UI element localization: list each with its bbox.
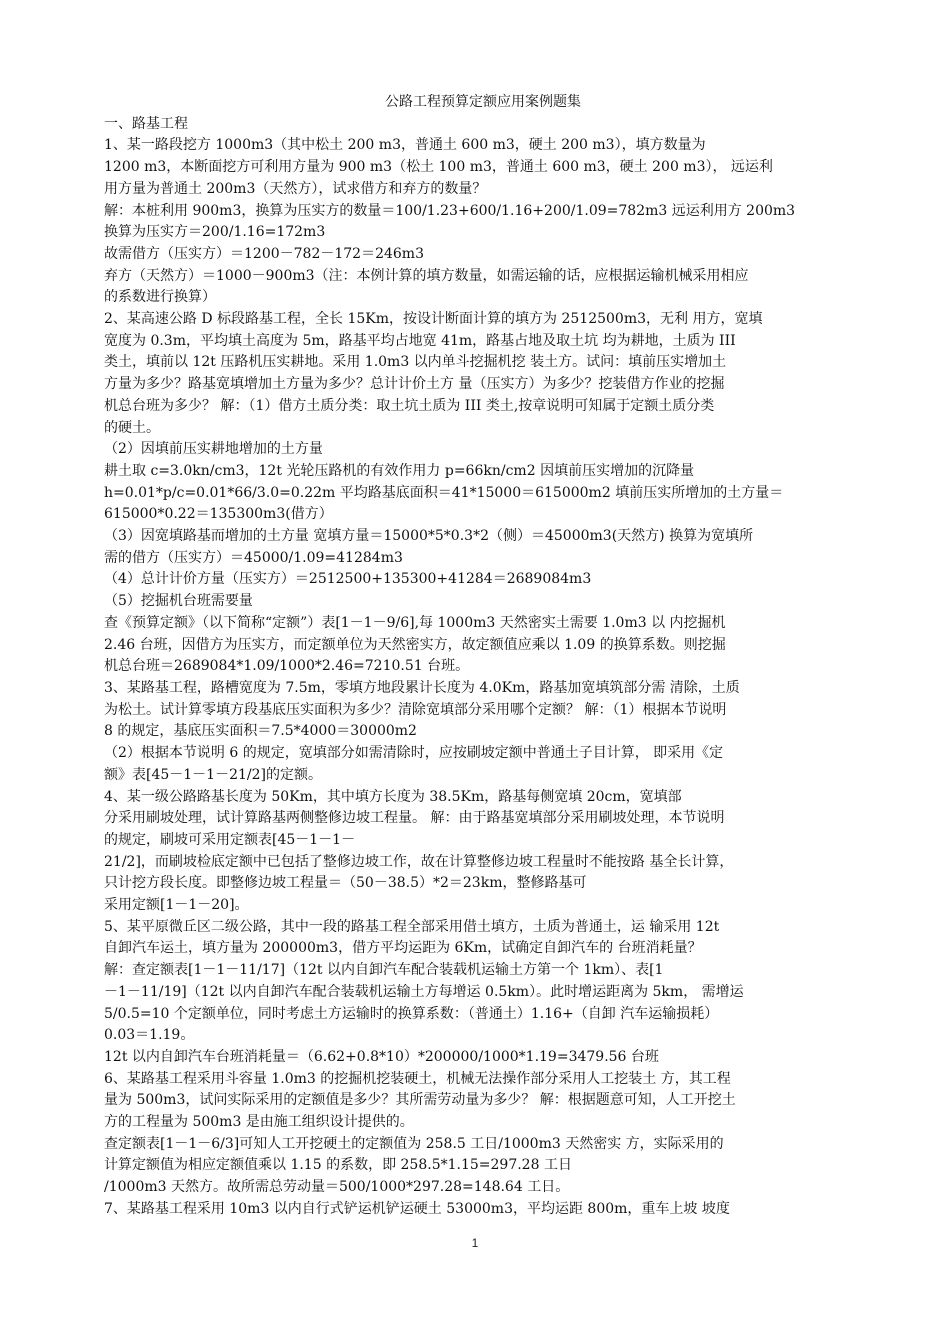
text-line: 2.46 台班，因借方为压实方，而定额单位为天然密实方，故定额值应乘以 1.09 的换算系数。则挖掘 [104, 636, 726, 653]
text-line: 换算为压实方＝200/1.16=172m3 [104, 224, 326, 241]
text-line: 8 的规定，基底压实面积＝7.5*4000＝30000m2 [104, 723, 417, 740]
text-line: （3）因宽填路基而增加的土方量 宽填方量＝15000*5*0.3*2（侧）＝45000m3(天然方) 换算为宽填所 [104, 528, 754, 545]
text-line: （5）挖掘机台班需要量 [104, 593, 253, 610]
text-line: －1－11/19]（12t 以内自卸汽车配合装载机运输土方每增运 0.5km）。此时增运距离为 5km， 需增运 [104, 983, 744, 1000]
text-line: 的硬土。 [104, 419, 160, 436]
text-line: （4）总计计价方量（压实方）＝2512500+135300+41284＝2689084m3 [104, 571, 592, 588]
text-line: 类土，填前以 12t 压路机压实耕地。采用 1.0m3 以内单斗挖掘机挖 装土方。试问：填前压实增加土 [104, 354, 727, 371]
text-line: 0.03＝1.19。 [104, 1027, 195, 1044]
text-line: 采用定额[1－1－20]。 [104, 897, 249, 914]
document-lines [104, 114, 862, 1221]
text-line: 7、某路基工程采用 10m3 以内自行式铲运机铲运硬土 53000m3，平均运距 800m，重车上坡 坡度 [104, 1200, 730, 1217]
text-line: 故需借方（压实方）＝1200－782－172＝246m3 [104, 245, 424, 262]
text-line: 21/2]，而刷坡检底定额中已包括了整修边坡工作，故在计算整修边坡工程量时不能按路 基全长计算， [104, 853, 734, 870]
page-number: 1 [471, 1236, 479, 1250]
text-line: 615000*0.22＝135300m3(借方） [104, 506, 333, 523]
text-line: 1、某一路段挖方 1000m3（其中松土 200 m3，普通土 600 m3，硬土 200 m3），填方数量为 [104, 137, 706, 154]
text-line: 方的工程量为 500m3 是由施工组织设计提供的。 [104, 1114, 414, 1131]
text-line: 的系数进行换算） [104, 289, 216, 306]
text-line: 只计挖方段长度。即整修边坡工程量＝（50－38.5）*2＝23km，整修路基可 [104, 875, 587, 892]
text-line: 自卸汽车运土，填方量为 200000m3，借方平均运距为 6Km，试确定自卸汽车的 台班消耗量？ [104, 940, 702, 957]
text-line: 解：本桩利用 900m3，换算为压实方的数量＝100/1.23+600/1.16+200/1.09=782m3 远运利用方 200m3 [104, 202, 796, 219]
text-line: （2）根据本节说明 6 的规定，宽填部分如需清除时，应按刷坡定额中普通土子目计算， 即采用《定 [104, 745, 724, 762]
text-line: 1200 m3，本断面挖方可利用方量为 900 m3（松土 100 m3，普通土 600 m3，硬土 200 m3）， 远运利 [104, 159, 773, 176]
text-line: 计算定额值为相应定额值乘以 1.15 的系数，即 258.5*1.15=297.28 工日 [104, 1157, 572, 1174]
text-line: 量为 500m3，试问实际采用的定额值是多少？其所需劳动量为多少？ 解：根据题意可知，人工开挖土 [104, 1092, 736, 1109]
text-line: （2）因填前压实耕地增加的土方量 [104, 441, 323, 458]
text-line: 的规定，刷坡可采用定额表[45－1－1－ [104, 831, 356, 848]
text-line: 5、某平原微丘区二级公路，其中一段的路基工程全部采用借土填方，土质为普通土，运 输采用 12t [104, 918, 720, 935]
text-line: 12t 以内自卸汽车台班消耗量＝（6.62+0.8*10）*200000/1000*1.19=3479.56 台班 [104, 1048, 659, 1065]
text-line: h=0.01*p/c=0.01*66/3.0=0.22m 平均路基底面积＝41*15000＝615000m2 填前压实所增加的土方量＝ [104, 484, 784, 501]
text-line: 查《预算定额》（以下简称“定额”）表[1－1－9/6],每 1000m3 天然密实土需要 1.0m3 以 内挖掘机 [104, 614, 726, 631]
text-line: 耕土取 c=3.0kn/cm3，12t 光轮压路机的有效作用力 p=66kn/cm2 因填前压实增加的沉降量 [104, 462, 695, 479]
text-line: 查定额表[1－1－6/3]可知人工开挖硬土的定额值为 258.5 工日/1000m3 天然密实 方，实际采用的 [104, 1135, 724, 1152]
text-line: 方量为多少？路基宽填增加土方量为多少？总计计价土方 量（压实方）为多少？挖装借方作业的挖掘 [104, 376, 725, 393]
text-line: 为松土。试计算零填方段基底压实面积为多少？清除宽填部分采用哪个定额？ 解：（1）根据本节说明 [104, 701, 727, 718]
text-line: 6、某路基工程采用斗容量 1.0m3 的挖掘机挖装硬土，机械无法操作部分采用人工挖装土 方，其工程 [104, 1070, 731, 1087]
text-line: 额》表[45－1－1－21/2]的定额。 [104, 766, 322, 783]
text-line: 4、某一级公路路基长度为 50Km，其中填方长度为 38.5Km，路基每侧宽填 20cm，宽填部 [104, 788, 682, 805]
text-line: 机总台班＝2689084*1.09/1000*2.46=7210.51 台班。 [104, 658, 470, 675]
text-line: 3、某路基工程，路槽宽度为 7.5m，零填方地段累计长度为 4.0Km，路基加宽填筑部分需 清除，土质 [104, 679, 740, 696]
text-line: 需的借方（压实方）＝45000/1.09=41284m3 [104, 549, 403, 566]
text-line: 弃方（天然方）＝1000－900m3（注：本例计算的填方数量，如需运输的话，应根据运输机械采用相应 [104, 267, 749, 284]
document-title: 公路工程预算定额应用案例题集 [385, 94, 581, 110]
text-line: 2、某高速公路 D 标段路基工程，全长 15Km，按设计断面计算的填方为 2512500m3，无利 用方，宽填 [104, 311, 763, 328]
text-line: /1000m3 天然方。故所需总劳动量＝500/1000*297.28=148.64 工日。 [104, 1179, 570, 1196]
document-body [104, 92, 862, 1221]
text-line: 解：查定额表[1－1－11/17]（12t 以内自卸汽车配合装载机运输土方第一个 1km）、表[1 [104, 962, 664, 979]
text-line: 机总台班为多少？ 解：（1）借方土质分类：取土坑土质为 III 类土,按章说明可知属于定额土质分类 [104, 397, 715, 414]
text-line: 分采用刷坡处理，试计算路基两侧整修边坡工程量。 解：由于路基宽填部分采用刷坡处理，本节说明 [104, 810, 725, 827]
text-line: 宽度为 0.3m，平均填土高度为 5m，路基平均占地宽 41m，路基占地及取土坑 均为耕地，土质为 III [104, 332, 736, 349]
text-line: 一、路基工程 [104, 115, 188, 132]
text-line: 5/0.5=10 个定额单位，同时考虑土方运输时的换算系数：（普通土）1.16+（自卸 汽车运输损耗） [104, 1005, 719, 1022]
text-line: 用方量为普通土 200m3（天然方），试求借方和弃方的数量？ [104, 180, 487, 197]
